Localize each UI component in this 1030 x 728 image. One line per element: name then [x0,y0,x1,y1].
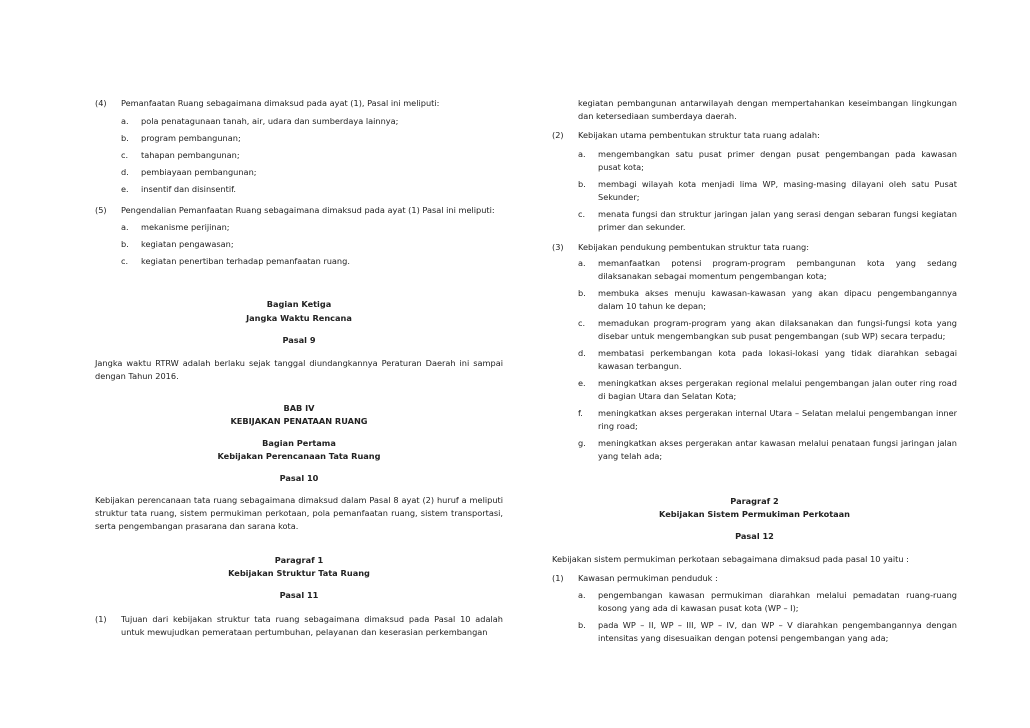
item-text: Tujuan dari kebijakan struktur tata ruang sebagaimana dimaksud pada Pasal 10 adalah untuk mewujudkan pemerataan pertumbuhan, pelayanan dan keserasian perkembangan [121,614,503,637]
list-item [552,241,957,254]
sub-item [121,132,503,145]
sub-item [578,377,957,403]
sub-text: membatasi perkembangan kota pada lokasi-lokasi yang tidak diarahkan sebagai kawasan terbangun. [598,348,957,371]
paragraph: Jangka waktu RTRW adalah berlaku sejak tanggal diundangkannya Peraturan Daerah ini sampai dengan Tahun 2016. [95,358,503,381]
paragraf-title: Kebijakan Struktur Tata Ruang [228,568,370,578]
item-text: Kawasan permukiman penduduk : [578,573,718,583]
item-text: Kebijakan utama pembentukan struktur tata ruang adalah: [578,130,820,140]
sub-text: membagi wilayah kota menjadi lima WP, masing-masing dilayani oleh satu Pusat Sekunder; [598,179,957,202]
pasal-heading: Pasal 10 [279,473,319,483]
sub-text: pengembangan kawasan permukiman diarahkan melalui pemadatan ruang-ruang kosong yang ada di kawasan pusat kota (WP – I); [598,590,957,613]
sub-item [578,407,957,433]
sub-letter: b. [121,133,129,143]
sub-text: meningkatkan akses pergerakan antar kawasan melalui penataan fungsi jaringan jalan yang telah ada; [598,438,957,461]
sub-item [578,619,957,645]
chapter-title: KEBIJAKAN PENATAAN RUANG [230,416,368,426]
left-column [95,97,503,639]
section-heading: Bagian Ketiga [266,299,332,309]
sub-item [578,178,957,204]
paragraf-heading: Paragraf 1 [274,555,324,565]
sub-letter: e. [121,184,129,194]
item-text: Pengendalian Pemanfaatan Ruang sebagaimana dimaksud pada ayat (1) Pasal ini meliputi: [121,205,495,215]
sub-letter: b. [578,620,586,630]
item-number: (2) [552,130,564,140]
paragraf-heading: Paragraf 2 [730,496,779,506]
sub-letter: d. [578,348,586,358]
list-item [95,204,503,217]
sub-item [578,208,957,234]
sub-letter: a. [121,222,129,232]
list-item [95,97,503,110]
item-number: (5) [95,205,107,215]
sub-item [121,149,503,162]
sub-text: kegiatan penertiban terhadap pemanfaatan ruang. [141,256,350,266]
item-text: Kebijakan pendukung pembentukan struktur tata ruang: [578,242,809,252]
sub-text: menata fungsi dan struktur jaringan jalan yang serasi dengan sebaran fungsi kegiatan primer dan sekunder. [598,209,957,232]
sub-text: program pembangunan; [141,133,241,143]
paragraph: Kebijakan perencanaan tata ruang sebagaimana dimaksud dalam Pasal 8 ayat (2) huruf a meliputi struktur tata ruang, sistem permukiman perkotaan, pola pemanfaatan ruang, sistem transportasi, serta pengembangan prasarana dan sarana kota. [95,495,503,531]
list-item [95,613,503,639]
sub-letter: b. [578,179,586,189]
item-number: (1) [95,614,107,624]
sub-item [578,437,957,463]
sub-item [121,115,503,128]
item-number: (1) [552,573,564,583]
sub-item [578,589,957,615]
sub-text: memanfaatkan potensi program-program pembangunan kota yang sedang dilaksanakan sebagai momentum pengembangan kota; [598,258,957,281]
right-column [552,97,957,645]
sub-letter: b. [578,288,586,298]
sub-item [578,257,957,283]
pasal-heading: Pasal 9 [282,335,316,345]
sub-item [578,347,957,373]
sub-text: membuka akses menuju kawasan-kawasan yang akan dipacu pengembangannya dalam 10 tahun ke depan; [598,288,957,311]
item-text: Pemanfaatan Ruang sebagaimana dimaksud pada ayat (1), Pasal ini meliputi: [121,98,440,108]
sub-item [121,221,503,234]
item-number: (3) [552,242,564,252]
sub-text: pembiayaan pembangunan; [141,167,257,177]
sub-letter: b. [121,239,129,249]
sub-letter: a. [578,149,586,159]
sub-item [578,317,957,343]
sub-text: tahapan pembangunan; [141,150,240,160]
pasal-heading: Pasal 12 [735,531,774,541]
sub-letter: f. [578,408,583,418]
sub-text: meningkatkan akses pergerakan regional melalui pengembangan jalan outer ring road di bagian Utara dan Selatan Kota; [598,378,957,401]
paragraph: Kebijakan sistem permukiman perkotaan sebagaimana dimaksud pada pasal 10 yaitu : [552,554,909,564]
paragraf-title: Kebijakan Sistem Permukiman Perkotaan [659,509,850,519]
sub-text: mekanisme perijinan; [141,222,230,232]
sub-item [121,166,503,179]
chapter-heading: BAB IV [283,403,315,413]
pasal-heading: Pasal 11 [279,590,319,600]
sub-letter: c. [578,209,586,219]
sub-letter: a. [578,258,586,268]
sub-letter: d. [121,167,129,177]
sub-text: kegiatan pengawasan; [141,239,234,249]
sub-item [578,287,957,313]
sub-item [578,148,957,174]
sub-letter: c. [121,150,129,160]
sub-letter: a. [121,116,129,126]
section-title: Kebijakan Perencanaan Tata Ruang [217,451,381,461]
sub-item [121,183,503,196]
sub-letter: c. [578,318,586,328]
sub-item [121,238,503,251]
sub-text: insentif dan disinsentif. [141,184,236,194]
sub-letter: g. [578,438,586,448]
section-title: Jangka Waktu Rencana [246,313,352,323]
sub-letter: a. [578,590,586,600]
sub-text: pola penatagunaan tanah, air, udara dan sumberdaya lainnya; [141,116,399,126]
sub-letter: c. [121,256,129,266]
list-item [552,129,957,142]
sub-text: memadukan program-program yang akan dilaksanakan dan fungsi-fungsi kota yang disebar untuk mengembangkan sub pusat pengembangan (sub WP) secara terpadu; [598,318,957,341]
sub-letter: e. [578,378,586,388]
section-heading: Bagian Pertama [262,438,336,448]
sub-item [121,255,503,268]
sub-text: pada WP – II, WP – III, WP – IV, dan WP – V diarahkan pengembangannya dengan intensitas yang disesuaikan dengan potensi pengembangan yang ada; [598,620,957,643]
list-item [552,572,957,585]
item-number: (4) [95,98,107,108]
sub-text: mengembangkan satu pusat primer dengan pusat pengembangan pada kawasan pusat kota; [598,149,957,172]
continued-text: kegiatan pembangunan antarwilayah dengan mempertahankan keseimbangan lingkungan dan ketersediaan sumberdaya daerah. [578,98,957,121]
sub-text: meningkatkan akses pergerakan internal Utara – Selatan melalui pengembangan inner ring road; [598,408,957,431]
